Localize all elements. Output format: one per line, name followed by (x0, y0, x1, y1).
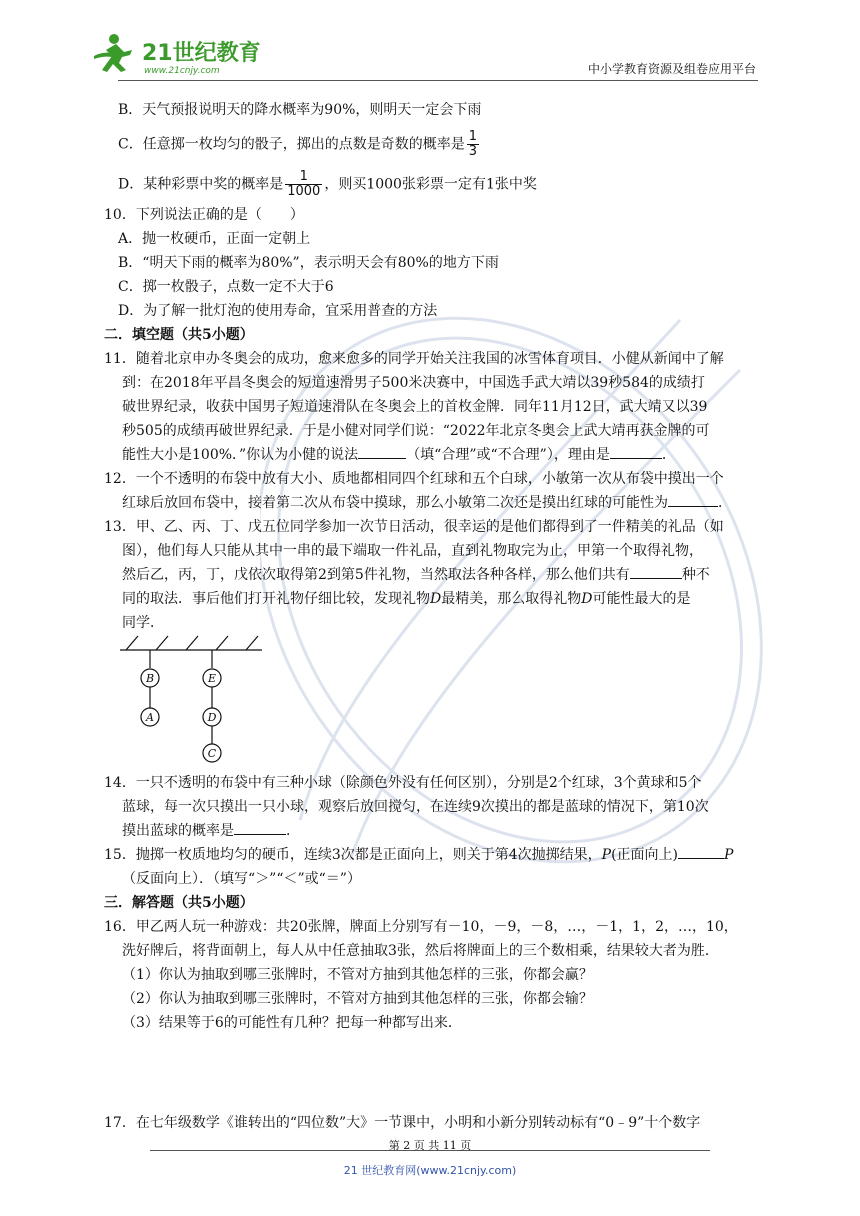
answer-blank (234, 820, 286, 835)
answer-blank (668, 492, 718, 507)
fraction-one-third: $\frac{1}{3}$ (468, 129, 477, 159)
gift-label-e: E (207, 672, 217, 685)
q10-option-c: C．掷一枚骰子，点数一定不大于6 (118, 279, 334, 295)
site-logo (92, 30, 262, 78)
q16-line-1: 16．甲乙两人玩一种游戏：共20张牌，牌面上分别写有－10，－9，－8，…，－1，1，2，…，10， (104, 919, 738, 935)
q15-line-1: 15．抛掷一枚质地均匀的硬币，连续3次都是正面向上，则关于第4次抛掷结果，P(正面向上) P (104, 844, 733, 866)
q11-line-1: 11．随着北京申办冬奥会的成功，愈来愈多的同学开始关注我国的冰雪体育项目．小健从新闻中了解 (104, 351, 724, 367)
q9-option-c: C．任意掷一枚均匀的骰子，掷出的点数是奇数的概率是 $\frac{1}{3}$ (118, 129, 477, 159)
gift-label-d: D (207, 711, 217, 724)
q14-line-3: 摸出蓝球的概率是 ． (122, 820, 300, 842)
page-number: 第 2 页 共 11 页 (388, 1139, 472, 1152)
section-fill-in: 二．填空题（共5小题） (104, 327, 254, 343)
answer-blank (630, 564, 682, 579)
q14-line-2: 蓝球，每一次只摸出一只小球，观察后放回搅匀，在连续9次摸出的都是蓝球的情况下，第10次 (122, 799, 709, 815)
q13-line-3: 然后乙，丙，丁，戊依次取得第2到第5件礼物，当然取法各种各样，那么他们共有 种不 (122, 564, 710, 586)
q10-stem: 10．下列说法正确的是（ ） (104, 207, 304, 223)
q11-line-2: 到：在2018年平昌冬奥会的短道速滑男子500米决赛中，中国选手武大靖以39秒584的成绩打 (122, 375, 705, 391)
gift-label-c: C (207, 747, 217, 760)
q11-line-4: 秒505的成绩再破世界纪录．于是小健对同学们说：“2022年北京冬奥会上武大靖再获金牌的可 (122, 423, 710, 439)
q13-line-5: 同学． (122, 615, 164, 631)
svg-text:www.21cnjy.com: www.21cnjy.com (144, 66, 220, 76)
q9-option-d: D．某种彩票中奖的概率是 $\frac{1}{1000}$ ，则买1000张彩票一定有1张中奖 (118, 169, 537, 199)
section-answer: 三．解答题（共5小题） (104, 895, 254, 911)
q16-part-1: （1）你认为抽取到哪三张牌时，不管对方抽到其他怎样的三张，你都会赢？ (122, 967, 593, 983)
q13-line-1: 13．甲、乙、丙、丁、戊五位同学参加一次节日活动，很幸运的是他们都得到了一件精美的礼品（如 (104, 519, 724, 535)
svg-text:21世纪教育: 21世纪教育 (142, 41, 261, 66)
gift-label-a: A (146, 711, 154, 724)
q10-option-b: B．“明天下雨的概率为80%”，表示明天会有80%的地方下雨 (118, 255, 499, 271)
gift-chains-figure (116, 630, 266, 770)
q16-line-2: 洗好牌后，将背面朝上，每人从中任意抽取3张，然后将牌面上的三个数相乘，结果较大者为胜． (122, 943, 719, 959)
q12-line-1: 12．一个不透明的布袋中放有大小、质地都相同四个红球和五个白球，小敏第一次从布袋中摸出一个 (104, 471, 724, 487)
q9-option-b: B．天气预报说明天的降水概率为90%，则明天一定会下雨 (118, 102, 482, 118)
q14-line-1: 14．一只不透明的布袋中有三种小球（除颜色外没有任何区别），分别是2个红球，3个黄球和5个 (104, 775, 702, 791)
q10-option-d: D．为了解一批灯泡的使用寿命，宜采用普查的方法 (118, 303, 438, 319)
q16-part-3: （3）结果等于6的可能性有几种？把每一种都写出来． (122, 1015, 462, 1031)
fraction-one-thousandth: $\frac{1}{1000}$ (287, 169, 321, 199)
platform-name: 中小学教育资源及组卷应用平台 (587, 62, 756, 76)
q13-line-2: 图），他们每人只能从其中一串的最下端取一件礼品，直到礼物取完为止，甲第一个取得礼物， (122, 543, 703, 559)
answer-blank (610, 444, 662, 459)
q17-line-1: 17．在七年级数学《谁转出的“四位数”大》一节课中，小明和小新分别转动标有“0﹣9”十个数字 (104, 1115, 701, 1131)
q16-part-2: （2）你认为抽取到哪三张牌时，不管对方抽到其他怎样的三张，你都会输？ (122, 991, 593, 1007)
q13-line-4: 同的取法．事后他们打开礼物仔细比较，发现礼物D最精美，那么取得礼物D可能性最大的是 (122, 591, 691, 607)
answer-blank (358, 444, 406, 459)
footer-site-link[interactable]: 21 世纪教育网(www.21cnjy.com) (343, 1164, 517, 1177)
q12-line-2: 红球后放回布袋中，接着第二次从布袋中摸球，那么小敏第二次还是摸出红球的可能性为 ． (122, 492, 732, 514)
q11-line-3: 破世界纪录，收获中国男子短道速滑队在冬奥会上的首枚金牌．同年11月12日，武大靖又以39 (122, 399, 708, 415)
q11-line-5: 能性大小是100%．”你认为小健的说法 （填“合理”或“不合理”），理由是 ． (122, 444, 676, 466)
q15-line-2: （反面向上）．（填写“＞”“＜”或“＝”） (122, 871, 361, 887)
q10-option-a: A．抛一枚硬币，正面一定朝上 (118, 231, 311, 247)
header-rule (118, 80, 758, 81)
gift-label-b: B (145, 672, 155, 685)
answer-blank (678, 844, 724, 859)
